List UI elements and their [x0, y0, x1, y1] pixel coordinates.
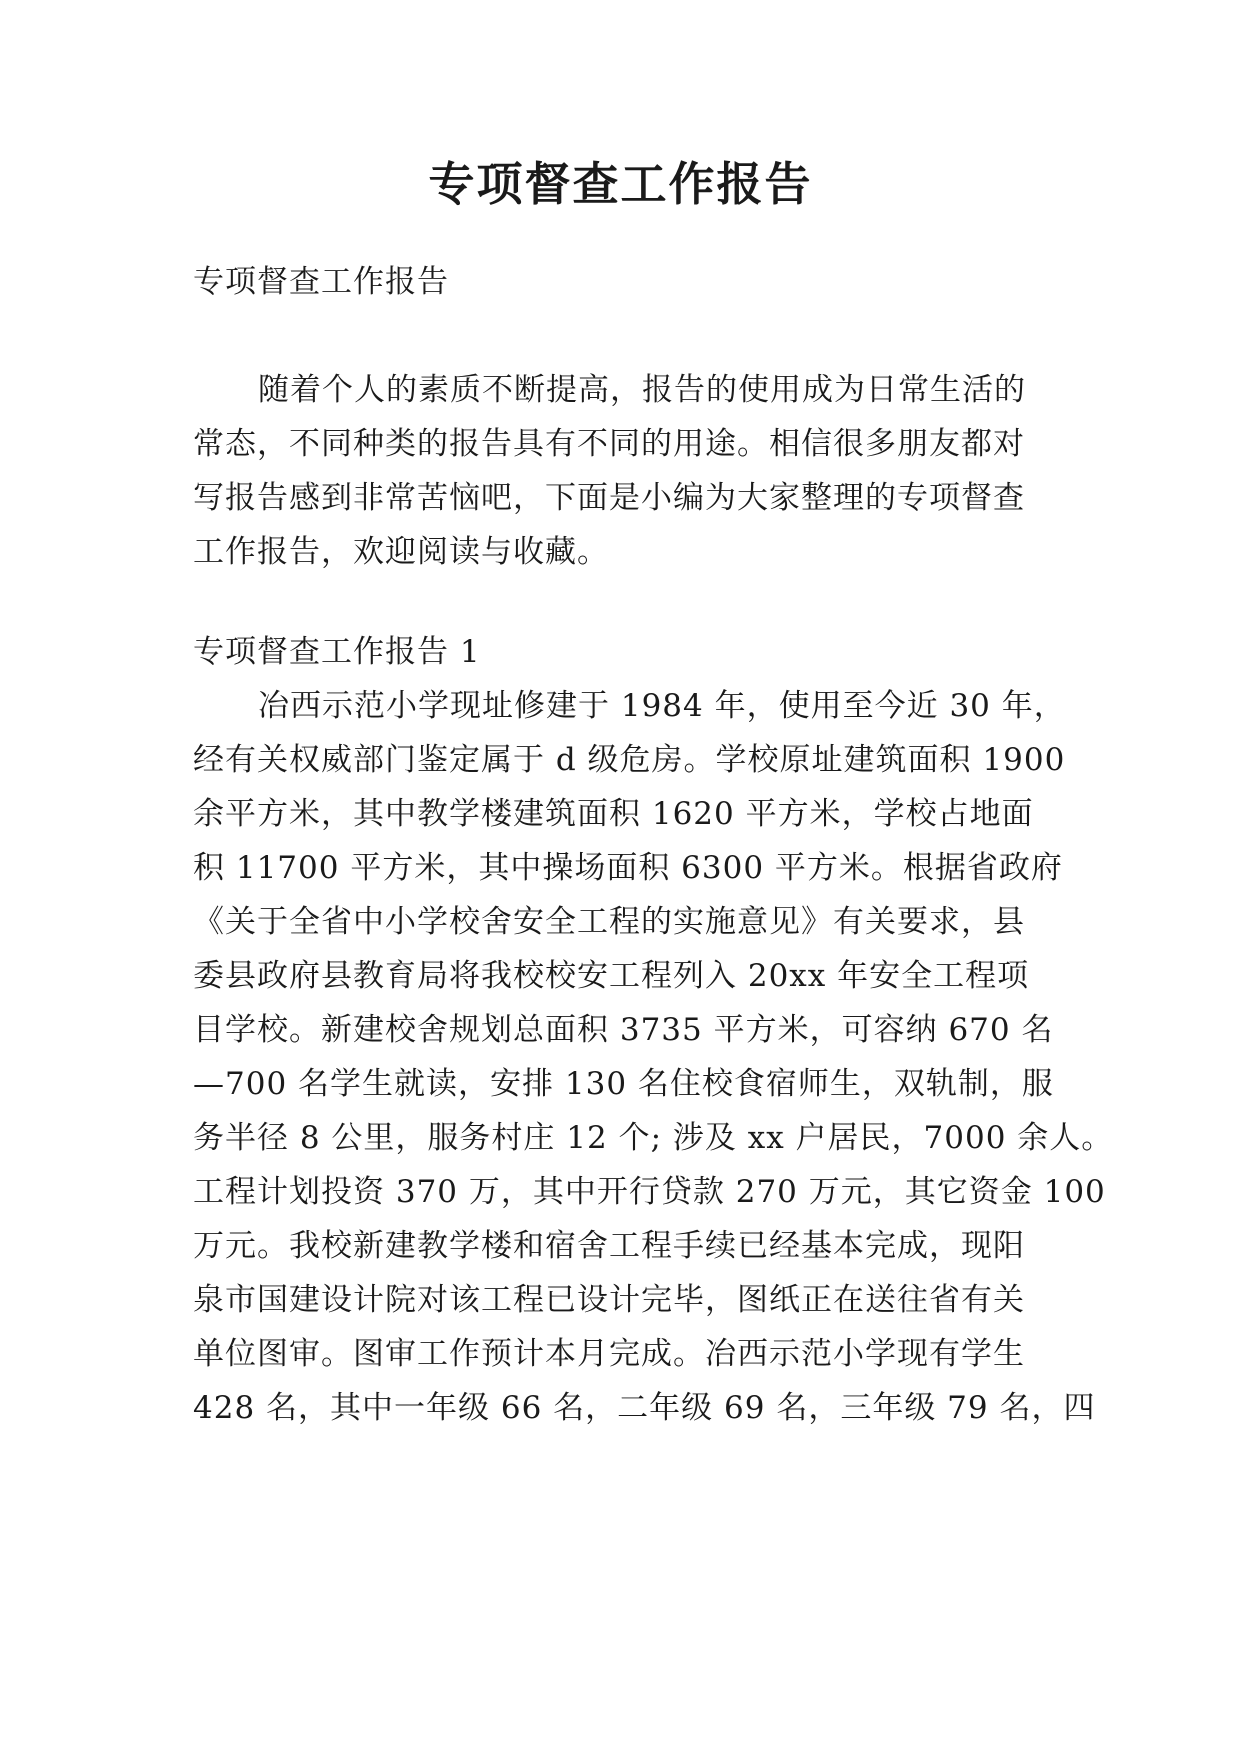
section-heading: 专项督查工作报告 1 — [193, 634, 481, 670]
body-line: 428 名，其中一年级 66 名，二年级 69 名，三年级 79 名，四 — [193, 1390, 1096, 1426]
body-line: 工程计划投资 370 万，其中开行贷款 270 万元，其它资金 100 — [193, 1174, 1106, 1210]
body-line: 经有关权威部门鉴定属于 d 级危房。学校原址建筑面积 1900 — [193, 742, 1066, 778]
body-line: 余平方米，其中教学楼建筑面积 1620 平方米，学校占地面 — [193, 796, 1034, 832]
body-line: —700 名学生就读，安排 130 名住校食宿师生，双轨制，服 — [193, 1066, 1054, 1102]
body-line: 委县政府县教育局将我校校安工程列入 20xx 年安全工程项 — [193, 958, 1030, 994]
intro-line: 随着个人的素质不断提高，报告的使用成为日常生活的 — [258, 372, 1026, 408]
body-line: 单位图审。图审工作预计本月完成。冶西示范小学现有学生 — [193, 1336, 1025, 1372]
body-line: 目学校。新建校舍规划总面积 3735 平方米，可容纳 670 名 — [193, 1012, 1054, 1048]
body-line: 万元。我校新建教学楼和宿舍工程手续已经基本完成，现阳 — [193, 1228, 1025, 1264]
body-line: 《关于全省中小学校舍安全工程的实施意见》有关要求，县 — [193, 904, 1025, 940]
body-line: 泉市国建设计院对该工程已设计完毕，图纸正在送往省有关 — [193, 1282, 1025, 1318]
body-line: 务半径 8 公里，服务村庄 12 个; 涉及 xx 户居民，7000 余人。 — [193, 1120, 1114, 1156]
document-subtitle: 专项督查工作报告 — [193, 264, 449, 300]
intro-line: 写报告感到非常苦恼吧，下面是小编为大家整理的专项督查 — [193, 480, 1025, 516]
intro-line: 常态，不同种类的报告具有不同的用途。相信很多朋友都对 — [193, 426, 1025, 462]
intro-line: 工作报告，欢迎阅读与收藏。 — [193, 534, 609, 570]
body-line: 冶西示范小学现址修建于 1984 年，使用至今近 30 年， — [258, 688, 1066, 724]
body-line: 积 11700 平方米，其中操场面积 6300 平方米。根据省政府 — [193, 850, 1063, 886]
document-title: 专项督查工作报告 — [428, 157, 813, 211]
